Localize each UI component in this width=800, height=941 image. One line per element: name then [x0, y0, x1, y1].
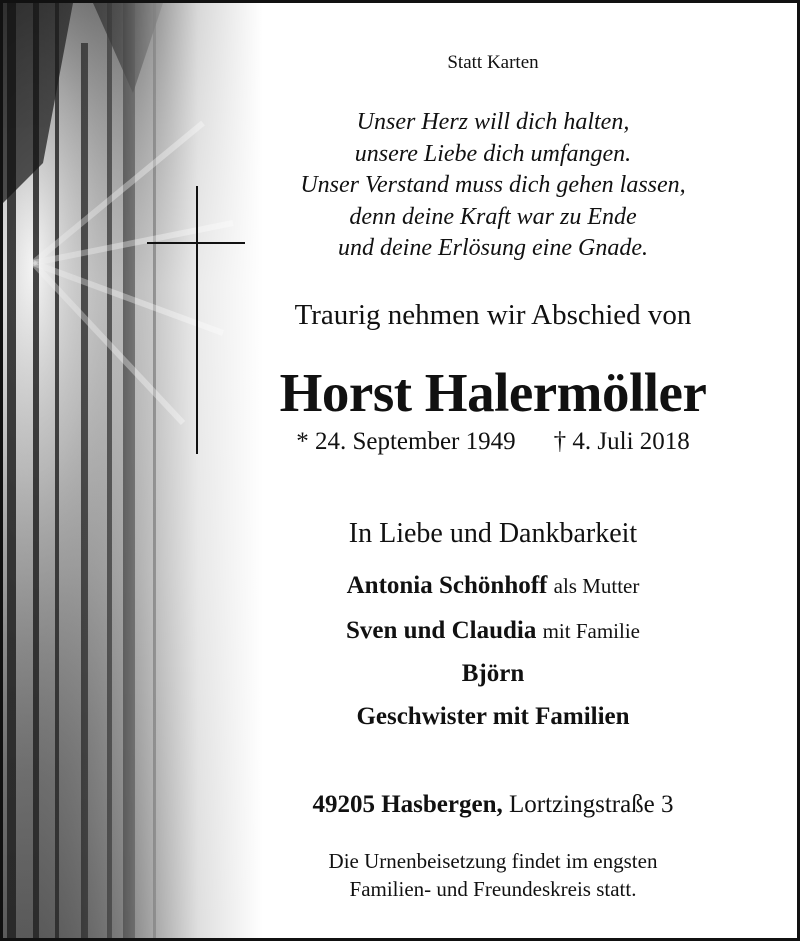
- deceased-name: Horst Halermöller: [279, 362, 707, 423]
- forest-light-image: [3, 3, 263, 941]
- poem-line: unsere Liebe dich umfangen.: [354, 140, 632, 167]
- mourner-relation: mit Familie: [542, 619, 641, 643]
- burial-note: [243, 847, 743, 903]
- mourners-heading: In Liebe und Dankbarkeit: [348, 518, 638, 549]
- mourner-relation: als Mutter: [553, 574, 640, 598]
- address-street: Lortzingstraße 3: [509, 791, 674, 818]
- death-date: † 4. Juli 2018: [553, 428, 690, 455]
- burial-note-line: Die Urnenbeisetzung findet im engsten: [328, 849, 658, 873]
- address-postal-city: 49205 Hasbergen,: [312, 791, 503, 818]
- poem-line: Unser Verstand muss dich gehen lassen,: [300, 172, 686, 198]
- poem-line: Unser Herz will dich halten,: [356, 109, 630, 135]
- mourner-entry: [253, 617, 733, 645]
- mourner-entry: [253, 703, 733, 731]
- poem-line: denn deine Kraft war zu Ende: [349, 203, 637, 230]
- life-dates: [258, 428, 728, 456]
- mourner-entry: [253, 660, 733, 688]
- mourner-name: Sven und Claudia: [345, 617, 537, 644]
- address: [243, 791, 743, 819]
- mourner-name: Björn: [461, 660, 525, 687]
- mourner-name: Antonia Schönhoff: [346, 572, 548, 599]
- birth-date: * 24. September 1949: [296, 428, 516, 455]
- farewell-intro: Traurig nehmen wir Abschied von: [294, 299, 692, 331]
- poem-line: und deine Erlösung eine Gnade.: [338, 235, 648, 261]
- burial-note-line: Familien- und Freundeskreis statt.: [349, 877, 637, 901]
- mourner-entry: [253, 572, 733, 600]
- statt-karten-label: Statt Karten: [447, 52, 539, 73]
- mourner-name: Geschwister mit Familien: [356, 703, 630, 730]
- poem: [273, 107, 713, 265]
